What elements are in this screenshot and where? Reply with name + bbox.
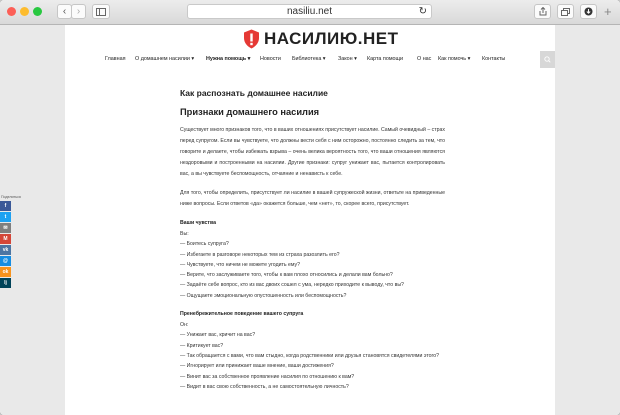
chevron-right-icon: › <box>76 6 81 17</box>
sidebar-toggle-button[interactable] <box>92 4 110 19</box>
gmail-icon: M <box>3 235 8 242</box>
section-heading: Пренебрежительное поведение вашего супруга <box>180 311 304 318</box>
nav-item-contacts[interactable]: Контакты <box>482 56 506 62</box>
list-item: — Боитесь супруга? <box>180 241 229 248</box>
list-item: — Унижает вас, кричит на вас? <box>180 332 256 339</box>
share-email-button[interactable] <box>0 223 11 233</box>
list-item: — Ощущаете эмоциональную опустошенность или беспомощность? <box>180 292 347 299</box>
share-odnoklassniki-button[interactable] <box>0 267 11 277</box>
section-lead: Он: <box>180 322 189 329</box>
article-title: Как распознать домашнее насилие <box>180 88 328 98</box>
share-buttons <box>0 201 12 288</box>
nav-item-news[interactable]: Новости <box>260 56 281 62</box>
share-livejournal-button[interactable] <box>0 278 11 288</box>
list-item: — Игнорирует или принижает ваше мнение, ваши достижения? <box>180 363 334 370</box>
list-item: — Избегаете в разговоре некоторых тем из страха разозлить его? <box>180 251 340 258</box>
new-tab-button[interactable] <box>604 5 612 18</box>
site-logo[interactable] <box>243 28 399 50</box>
livejournal-icon: lj <box>4 279 7 286</box>
forward-button[interactable] <box>71 4 86 19</box>
twitter-icon: t <box>4 213 7 220</box>
list-item: — Верите, что заслуживаете того, чтобы к вам плохо относились и делали вам больно? <box>180 272 393 279</box>
search-icon <box>540 51 555 68</box>
site-logo-text: НАСИЛИЮ.НЕТ <box>264 29 399 48</box>
nav-item-law[interactable]: Закон ▾ <box>338 56 357 62</box>
close-window-button[interactable] <box>7 7 16 16</box>
article <box>180 88 445 392</box>
nav-item-help-map[interactable]: Карта помощи <box>367 56 403 62</box>
article-subtitle: Признаки домашнего насилия <box>180 107 320 117</box>
facebook-icon: f <box>4 202 7 209</box>
share-mailru-button[interactable] <box>0 256 11 266</box>
section-lead: Вы: <box>180 231 189 237</box>
back-button[interactable] <box>57 4 72 19</box>
share-sidebar <box>0 195 21 289</box>
nav-item-library[interactable]: Библиотека ▾ <box>292 56 326 62</box>
search-button[interactable] <box>540 51 555 68</box>
nav-item-how-to-help[interactable]: Как помочь ▾ <box>438 56 471 62</box>
page-viewport <box>0 25 620 415</box>
downloads-button[interactable] <box>580 4 597 19</box>
email-icon: ✉ <box>3 224 8 231</box>
list-item: — Задаёте себе вопрос, кто из вас двоих сошел с ума, нередко приходите к выводу, что вы? <box>180 282 404 289</box>
odnoklassniki-icon: ok <box>2 268 9 275</box>
download-icon <box>584 7 593 16</box>
minimize-window-button[interactable] <box>20 7 29 16</box>
article-paragraph: Существует много признаков того, что в ваших отношениях присутствует насилие. Самый очевидный – страх перед супругом. Если вы чувствуете, что должны вести себя с ним осторожно, постоянно следить за тем, что говорите и делаете, чтобы избежать взрыва – очень велика вероятность того, что ваши отношения являются нездоровыми и построенными на насилии. Другие признаки: супруг унижает вас, пытается контролировать вас, а вы чувствуете беспомощность, отчаяние и ненависть к себе. <box>180 127 445 177</box>
share-facebook-button[interactable] <box>0 201 11 211</box>
share-title: Поделиться <box>1 195 21 199</box>
plus-icon: + <box>604 4 612 19</box>
share-icon <box>539 7 547 16</box>
sidebar-icon <box>96 8 106 16</box>
reload-icon[interactable]: ↻ <box>418 6 427 17</box>
url-text: nasiliu.net <box>286 6 333 17</box>
address-bar[interactable] <box>187 4 432 19</box>
mailru-icon: @ <box>3 257 8 264</box>
list-item: — Видит в вас свою собственность, а не самостоятельную личность? <box>180 383 349 390</box>
nav-item-need-help[interactable]: Нужна помощь ▾ <box>206 56 251 62</box>
vk-icon: vk <box>2 246 9 253</box>
list-item: — Критикует вас? <box>180 342 224 349</box>
shield-exclamation-icon <box>243 29 260 49</box>
site-content <box>65 25 555 415</box>
nav-item-about-violence[interactable]: О домашнем насилии ▾ <box>135 56 195 62</box>
share-vk-button[interactable] <box>0 245 11 255</box>
article-paragraph: Для того, чтобы определить, присутствует ли насилие в вашей супружеской жизни, ответьте на приведенные ниже вопросы. Если ответов «да» окажется больше, чем «нет», то, скорее всего, присутствует. <box>180 190 445 207</box>
share-twitter-button[interactable] <box>0 212 11 222</box>
main-nav <box>105 56 545 68</box>
tabs-button[interactable] <box>557 4 574 19</box>
list-item: — Винит вас за собственное проявление насилия по отношению к вам? <box>180 373 355 380</box>
share-button[interactable] <box>534 4 551 19</box>
zoom-window-button[interactable] <box>33 7 42 16</box>
list-item: — Так обращается с вами, что вам стыдно, когда родственники или друзья становятся свидетелями этого? <box>180 352 440 359</box>
chevron-left-icon: ‹ <box>62 6 67 17</box>
section-heading: Ваши чувства <box>180 220 216 226</box>
nav-item-about-us[interactable]: О нас <box>417 56 432 62</box>
browser-toolbar <box>0 0 620 25</box>
tabs-icon <box>561 8 570 16</box>
share-gmail-button[interactable] <box>0 234 11 244</box>
nav-item-home[interactable]: Главная <box>105 56 126 62</box>
list-item: — Чувствуете, что ничем не можете угодить ему? <box>180 261 301 268</box>
